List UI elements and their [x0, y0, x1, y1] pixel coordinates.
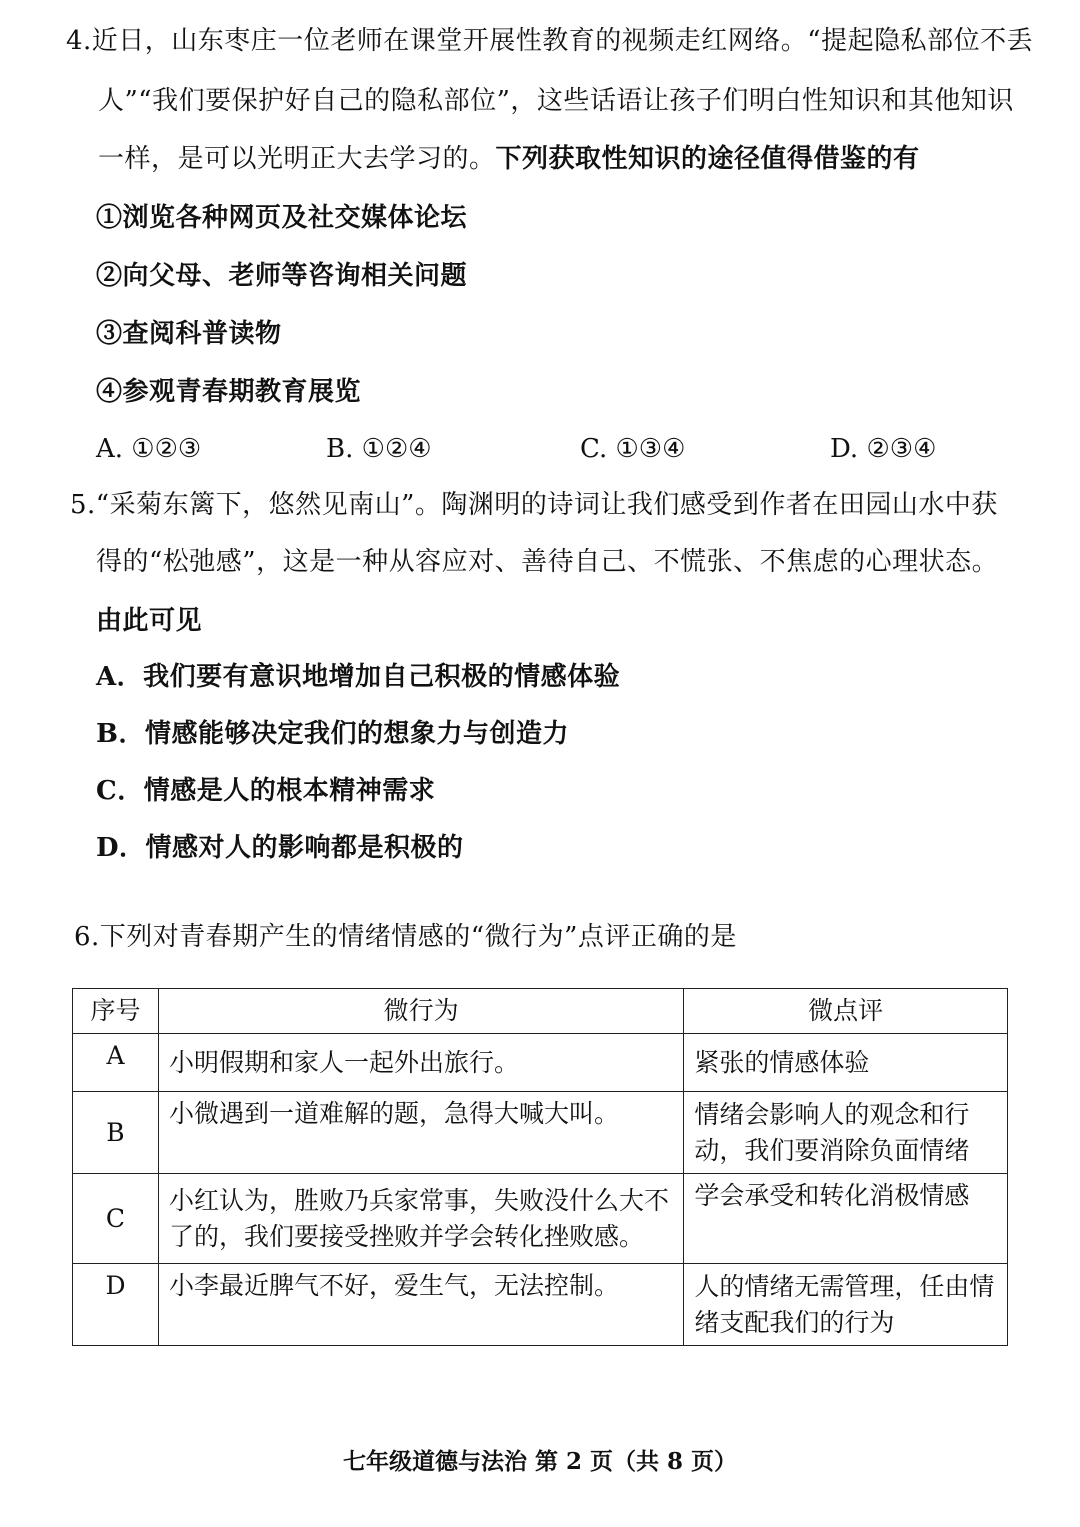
table-row [73, 1092, 1008, 1174]
q4-option-d: D. ②③④ [830, 434, 937, 464]
q4-item-2: ②向父母、老师等咨询相关问题 [96, 261, 468, 291]
q4-option-a: A. ①②③ [96, 434, 202, 464]
table-row [73, 1034, 1008, 1092]
table-row [73, 1264, 1008, 1346]
q6-stem: 6.下列对青春期产生的情绪情感的“微行为”点评正确的是 [74, 922, 737, 952]
row-comment: 情绪会影响人的观念和行动，我们要消除负面情绪 [684, 1092, 1008, 1174]
q4-stem-line-1: 4.近日，山东枣庄一位老师在课堂开展性教育的视频走红网络。“提起隐私部位不丢 [66, 26, 1034, 56]
q5-question: 由此可见 [96, 606, 203, 636]
q5-option-d: D．情感对人的影响都是积极的 [96, 833, 464, 863]
row-code: C [73, 1174, 159, 1264]
table-row [73, 1174, 1008, 1264]
page-footer: 七年级道德与法治 第 2 页（共 8 页） [342, 1448, 738, 1475]
q4-item-1: ①浏览各种网页及社交媒体论坛 [96, 203, 468, 233]
row-code: D [73, 1264, 159, 1346]
row-comment: 学会承受和转化消极情感 [684, 1174, 1008, 1264]
q4-stem-line-3 [98, 142, 920, 176]
q4-stem-line-2: 人”“我们要保护好自己的隐私部位”，这些话语让孩子们明白性知识和其他知识 [98, 86, 1014, 116]
header-index: 序号 [73, 989, 159, 1034]
q5-option-b: B．情感能够决定我们的想象力与创造力 [96, 719, 569, 749]
row-behavior: 小红认为，胜败乃兵家常事，失败没什么大不了的，我们要接受挫败并学会转化挫败感。 [158, 1174, 683, 1264]
q4-option-c: C. ①③④ [580, 434, 686, 464]
row-code: A [73, 1034, 159, 1092]
q5-option-c: C．情感是人的根本精神需求 [96, 776, 436, 806]
q5-stem-line-1: 5.“采菊东篱下，悠然见南山”。陶渊明的诗词让我们感受到作者在田园山水中获 [70, 490, 998, 520]
q5-stem-line-2: 得的“松弛感”，这是一种从容应对、善待自己、不慌张、不焦虑的心理状态。 [96, 547, 999, 577]
q4-item-3: ③查阅科普读物 [96, 319, 282, 349]
q4-item-4: ④参观青春期教育展览 [96, 377, 362, 407]
row-comment: 人的情绪无需管理，任由情绪支配我们的行为 [684, 1264, 1008, 1346]
row-comment: 紧张的情感体验 [684, 1034, 1008, 1092]
table-header-row [73, 989, 1008, 1034]
row-behavior: 小明假期和家人一起外出旅行。 [158, 1034, 683, 1092]
q4-stem-line-3-text: 一样，是可以光明正大去学习的。 [98, 144, 496, 174]
row-code: B [73, 1092, 159, 1174]
row-behavior: 小李最近脾气不好，爱生气，无法控制。 [158, 1264, 683, 1346]
header-behavior: 微行为 [158, 989, 683, 1034]
q4-options [0, 432, 1080, 466]
q6-table [72, 988, 1008, 1346]
row-behavior: 小微遇到一道难解的题，急得大喊大叫。 [158, 1092, 683, 1174]
q5-option-a: A．我们要有意识地增加自己积极的情感体验 [96, 662, 621, 692]
header-comment: 微点评 [684, 989, 1008, 1034]
q4-option-b: B. ①②④ [326, 434, 432, 464]
q4-question: 下列获取性知识的途径值得借鉴的有 [495, 144, 920, 174]
